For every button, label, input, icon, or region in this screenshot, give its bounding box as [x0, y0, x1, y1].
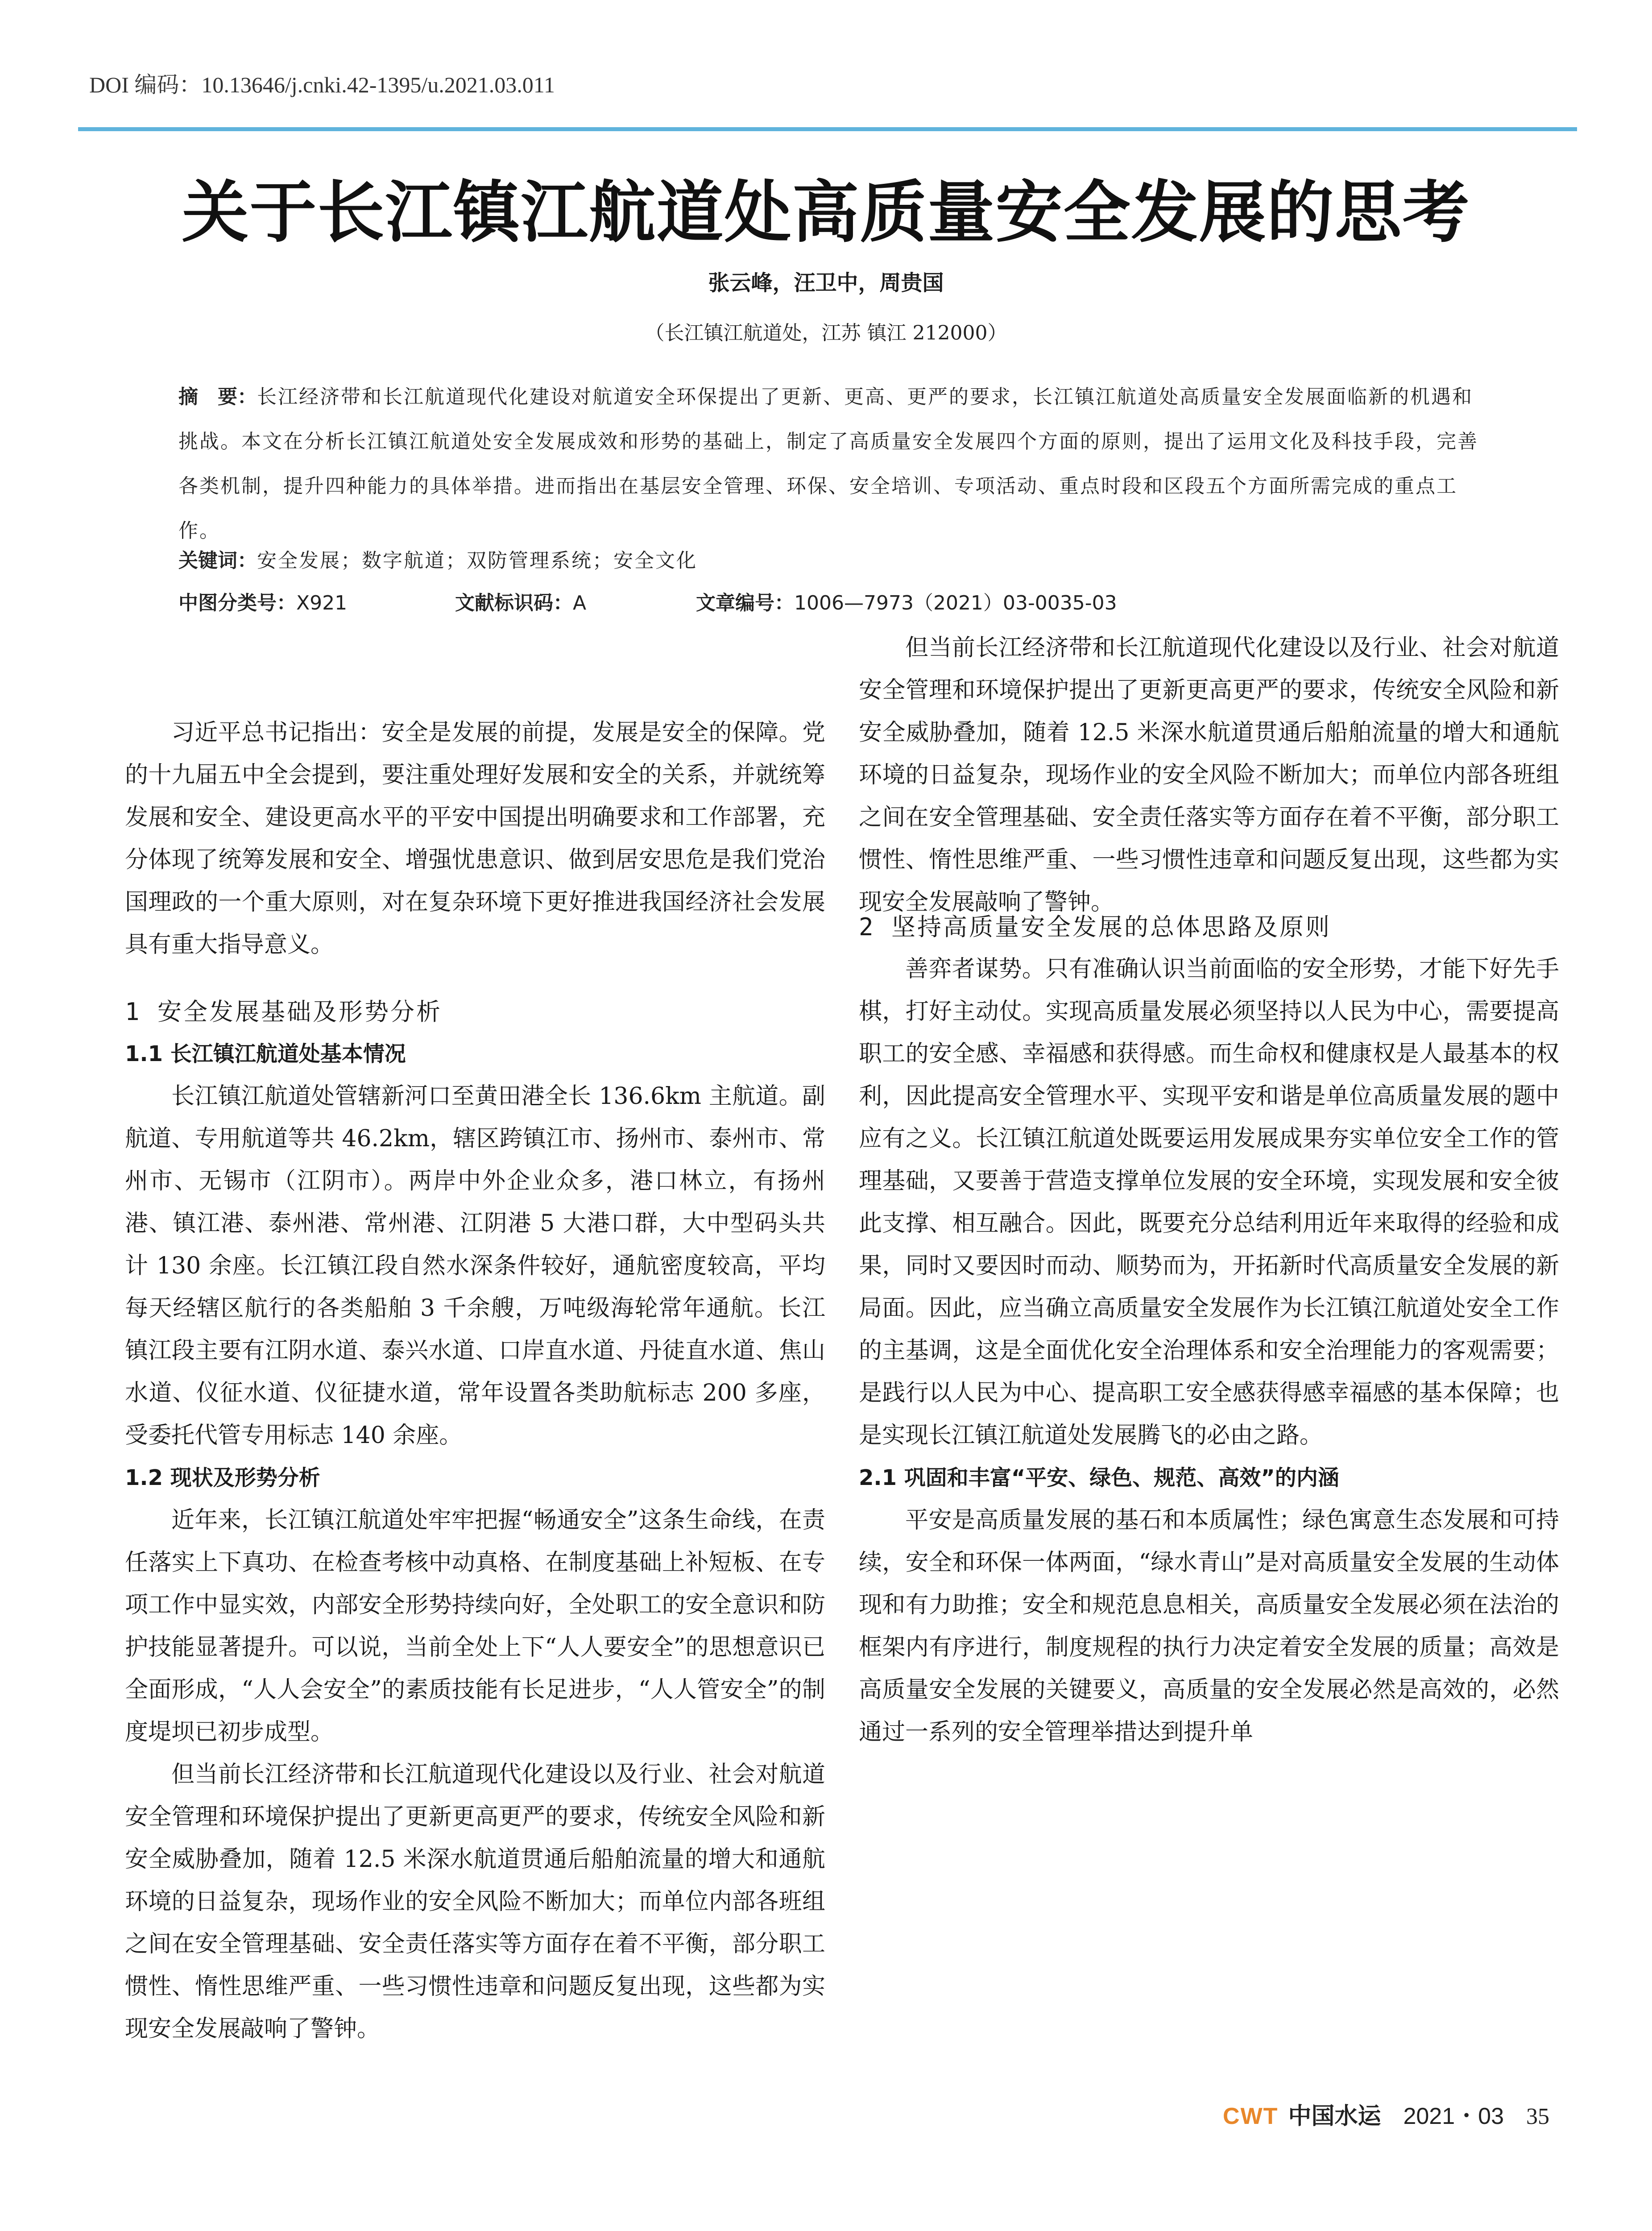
intro-paragraph: 习近平总书记指出：安全是发展的前提，发展是安全的保障。党的十九届五中全会提到，要注重处理好发展和安全的关系，并就统筹发展和安全、建设更高水平的平安中国提出明确要求和工作部署，充分体现了统筹发展和安全、增强忧患意识、做到居安思危是我们党治国理政的一个重大原则，对在复杂环境下更好推进我国经济社会发展具有重大指导意义。 — [125, 719, 825, 958]
article-no-item — [696, 587, 1117, 615]
keywords-label: 关键词： — [178, 549, 257, 572]
classification-line — [178, 587, 1490, 615]
authors: 张云峰，汪卫中，周贵国 — [708, 270, 944, 295]
clc-item — [178, 587, 455, 615]
cwt-logo: CWT — [1223, 2103, 1279, 2129]
article-title: 关于长江镇江航道处高质量安全发展的思考 — [182, 173, 1470, 252]
section-2-1-heading: 2.1 巩固和丰富“平安、绿色、规范、高效”的内涵 — [859, 1465, 1339, 1490]
clc-label: 中图分类号： — [178, 592, 296, 614]
section-1-2-paragraph-a: 近年来，长江镇江航道处牢牢把握“畅通安全”这条生命线，在责任落实上下真功、在检查考核中动真格、在制度基础上补短板、在专项工作中显实效，内部安全形势持续向好，全处职工的安全意识和防护技能显著提升。可以说，当前全处上下“人人要安全”的思想意识已全面形成，“人人会安全”的素质技能有长足进步，“人人管安全”的制度堤坝已初步成型。 — [125, 1507, 825, 1746]
abstract — [178, 375, 1490, 553]
doc-code-label: 文献标识码： — [455, 592, 573, 614]
section-1-2-heading: 1.2 现状及形势分析 — [125, 1465, 320, 1490]
issue-number: 2021・03 — [1403, 2103, 1504, 2129]
page-number: 35 — [1526, 2104, 1549, 2129]
section-2-paragraph: 善弈者谋势。只有准确认识当前面临的安全形势，才能下好先手棋，打好主动仗。实现高质量发展必须坚持以人民为中心，需要提高职工的安全感、幸福感和获得感。而生命权和健康权是人最基本的权利，因此提高安全管理水平、实现平安和谐是单位高质量发展的题中应有之义。长江镇江航道处既要运用发展成果夯实单位安全工作的管理基础，又要善于营造支撑单位发展的安全环境，实现发展和安全彼此支撑、相互融合。因此，既要充分总结利用近年来取得的经验和成果，同时又要因时而动、顺势而为，开拓新时代高质量安全发展的新局面。因此，应当确立高质量安全发展作为长江镇江航道处安全工作的主基调，这是全面优化安全治理体系和安全治理能力的客观需要；是践行以人民为中心、提高职工安全感获得感幸福感的基本保障；也是实现长江镇江航道处发展腾飞的必由之路。 — [859, 956, 1559, 1449]
page-footer — [1223, 2097, 1549, 2131]
doc-code-item — [455, 587, 696, 615]
header-rule — [78, 127, 1577, 131]
keywords-text: 安全发展；数字航道；双防管理系统；安全文化 — [257, 549, 697, 572]
magazine-name: 中国水运 — [1288, 2102, 1381, 2130]
section-1-heading: 1 安全发展基础及形势分析 — [125, 998, 443, 1026]
article-no-value: 1006—7973（2021）03-0035-03 — [794, 592, 1117, 614]
affiliation: （长江镇江航道处，江苏 镇江 212000） — [645, 322, 1007, 344]
doi-line: DOI 编码：10.13646/j.cnki.42-1395/u.2021.03.011 — [89, 72, 555, 97]
doc-code-value: A — [573, 592, 587, 614]
section-1-2-paragraph-b-continued — [859, 627, 1559, 916]
section-1-1-paragraph: 长江镇江航道处管辖新河口至黄田港全长 136.6km 主航道。副航道、专用航道等共 46.2km，辖区跨镇江市、扬州市、泰州市、常州市、无锡市（江阴市）。两岸中外企业众多，港口林立，有扬州港、镇江港、泰州港、常州港、江阴港 5 大港口群，大中型码头共计 130 余座。长江镇江段自然水深条件较好，通航密度较高，平均每天经辖区航行的各类船舶 3 千余艘，万吨级海轮常年通航。长江镇江段主要有江阴水道、泰兴水道、口岸直水道、丹徒直水道、焦山水道、仪征水道、仪征捷水道，常年设置各类助航标志 200 多座，受委托代管专用标志 140 余座。 — [125, 1083, 825, 1449]
body-column-right — [859, 634, 1559, 1754]
keywords — [178, 544, 1490, 573]
section-2-heading: 2 坚持高质量安全发展的总体思路及原则 — [859, 913, 1332, 941]
continued-text: 但当前长江经济带和长江航道现代化建设以及行业、社会对航道安全管理和环境保护提出了更新更高更严的要求，传统安全风险和新安全威胁叠加，随着 12.5 米深水航道贯通后船舶流量的增大和通航环境的日益复杂，现场作业的安全风险不断加大；而单位内部各班组之间在安全管理基础、安全责任落实等方面存在着不平衡，部分职工惯性、惰性思维严重、一些习惯性违章和问题反复出现，这些都为实现安全发展敲响了警钟。 — [859, 634, 1559, 916]
section-1-1-heading: 1.1 长江镇江航道处基本情况 — [125, 1041, 406, 1066]
section-2-1-paragraph: 平安是高质量发展的基石和本质属性；绿色寓意生态发展和可持续，安全和环保一体两面，“绿水青山”是对高质量安全发展的生动体现和有力助推；安全和规范息息相关，高质量安全发展必须在法治的框架内有序进行，制度规程的执行力决定着安全发展的质量；高效是高质量安全发展的关键要义，高质量的安全发展必然是高效的，必然通过一系列的安全管理举措达到提升单 — [859, 1507, 1559, 1746]
clc-value: X921 — [296, 592, 348, 614]
body-column-left — [125, 712, 825, 2042]
article-no-label: 文章编号： — [696, 592, 794, 614]
abstract-text: 长江经济带和长江航道现代化建设对航道安全环保提出了更新、更高、更严的要求，长江镇江航道处高质量安全发展面临新的机遇和挑战。本文在分析长江镇江航道处安全发展成效和形势的基础上，制定了高质量安全发展四个方面的原则，提出了运用文化及科技手段，完善各类机制，提升四种能力的具体举措。进而指出在基层安全管理、环保、安全培训、专项活动、重点时段和区段五个方面所需完成的重点工作。 — [178, 386, 1478, 542]
abstract-label: 摘 要： — [178, 386, 257, 408]
section-1-2-paragraph-b: 但当前长江经济带和长江航道现代化建设以及行业、社会对航道安全管理和环境保护提出了更新更高更严的要求，传统安全风险和新安全威胁叠加，随着 12.5 米深水航道贯通后船舶流量的增大和通航环境的日益复杂，现场作业的安全风险不断加大；而单位内部各班组之间在安全管理基础、安全责任落实等方面存在着不平衡，部分职工惯性、惰性思维严重、一些习惯性违章和问题反复出现，这些都为实现安全发展敲响了警钟。 — [125, 1761, 825, 2042]
